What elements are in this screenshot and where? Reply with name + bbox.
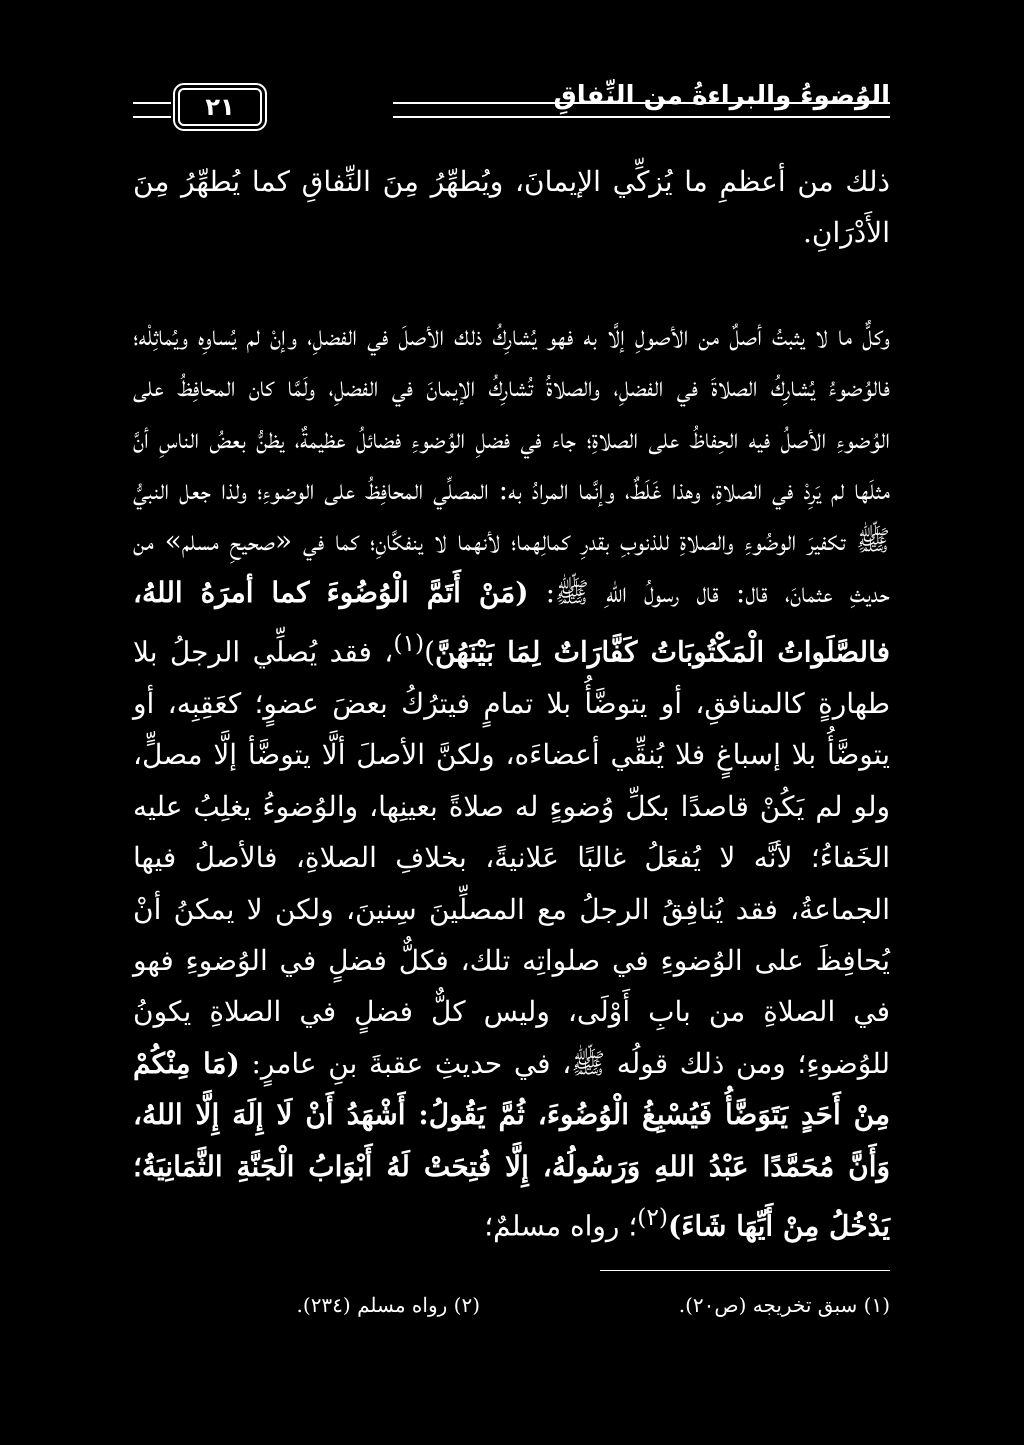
paragraph-text: وكلٌّ ما لا يثبتُ أصلٌ من الأصولِ إلَّا به فهو يُشارِكُ ذلك الأصلَ في الفضلِ، وإنْ لم يُساوِه ويُماثِلْه؛ فالوُضوءُ يُشارِكُ الصلاةَ في الفضلِ، والصلاةُ تُشارِكُ الإيمانَ في الفضلِ، ولَمَّا كان المحافِظُ على الوُضوءِ الأصلُ فيه الحِفاظُ على الصلاةِ؛ جاء في فضلِ الوُضوءِ فضائلُ عظيمةٌ، يظنُّ بعضُ الناسِ أنَّ مثلَها لم يَرِدْ في الصلاةِ، وهذا غَلَطٌ، وإنَّما المرادُ به: المصلِّي المحافِظُ على الوضوءِ؛ ولذا جعل النبيُّ ﷺ تكفيرَ الوضُوءِ والصلاةِ للذنوبِ بقدرِ كمالِهما؛ لأنهما لا ينفكَّانِ؛ كما في «صحيحِ مسلم» من حديثِ عثمانَ، قال: قال رسولُ اللهِ ﷺ: — [133, 318, 890, 609]
footnote-ref: (٢) — [637, 1203, 669, 1232]
paragraph-text: ، فقد يُصلِّي الرجلُ بلا طهارةٍ كالمنافقِ، أو يتوضَّأُ بلا تمامٍ فيترُكُ بعضَ عضوٍ؛ كعَقِبِه، أو يتوضَّأُ بلا إسباغٍ فلا يُنقِّي أعضاءَه، ولكنَّ الأصلَ ألَّا يتوضَّأ إلَّا مصلٍّ، ولو لم يَكُنْ قاصدًا بكلِّ وُضوءٍ له صلاةً بعينِها، والوُضوءُ يغلِبُ عليه الخَفاءُ؛ لأنَّه لا يُفعَلُ غالبًا عَلانيةً، بخلافِ الصلاةِ، فالأصلُ فيها الجماعةُ، فقد يُنافِقُ الرجلُ مع المصلِّينَ سِنينَ، ولكن لا يمكنُ أنْ يُحافِظَ على الوُضوءِ في صلواتِه تلك، فكلٌّ فضلٍ في الوُضوءِ فهو في الصلاةِ من بابِ أَوْلَى، وليس كلٌّ فضلٍ في الصلاةِ يكونُ للوُضوءِ؛ ومن ذلك قولُه ﷺ، في حديثِ عقبةَ بنِ عامرٍ: — [133, 635, 890, 1080]
page-header — [133, 82, 890, 126]
footnote-divider — [600, 1270, 890, 1271]
hadith-quote: (مَا مِنْكُمْ مِنْ أَحَدٍ يَتَوَضَّأُ فَيُسْبِغُ الْوُضُوءَ، ثُمَّ يَقُولُ: أَشْهَدُ أَنْ لَا إِلَهَ إِلَّا اللهُ، وَأَنَّ مُحَمَّدًا عَبْدُ اللهِ وَرَسُولُهُ، إِلَّا فُتِحَتْ لَهُ أَبْوَابُ الْجَنَّةِ الثَّمَانِيَةُ؛ يَدْخُلُ مِنْ أَيِّهَا شَاءَ) — [133, 1046, 890, 1243]
running-title: الوُضوءُ والبراءةُ من النِّفاقِ — [553, 81, 890, 111]
paragraph: ذلك من أعظمِ ما يُزكِّي الإيمانَ، ويُطهِّرُ مِنَ النِّفاقِ كما يُطهِّرُ مِنَ الأَدْرَانِ. — [133, 165, 890, 250]
footnotes — [133, 1285, 890, 1325]
header-rule-right — [393, 102, 890, 118]
closing-text: ؛ رواه مسلمٌ؛ — [484, 1209, 638, 1243]
footnote-2: (٢) رواه مسلم (٢٣٤). — [296, 1293, 480, 1317]
footnote-ref: (١) — [393, 629, 425, 658]
header-rule-left — [133, 102, 171, 118]
hadith-quote: (مَنْ أَتَمَّ الْوُضُوءَ — [326, 575, 529, 609]
paragraph: وكلٌّ ما لا يثبتُ أصلٌ من الأصولِ إلَّا به فهو يُشارِكُ ذلك الأصلَ في الفضلِ، وإنْ لم يُساوِه ويُماثِلْه؛ فالوُضوءُ يُشارِكُ الصلاةَ في الفضلِ، والصلاةُ تُشارِكُ الإيمانَ في الفضلِ، ولَمَّا كان المحافِظُ على الوُضوءِ الأصلُ فيه الحِفاظُ على الصلاةِ؛ جاء في فضلِ الوُضوءِ فضائلُ عظيمةٌ، يظنُّ بعضُ الناسِ أنَّ مثلَها لم يَرِدْ في الصلاةِ، وهذا غَلَطٌ، وإنَّما المرادُ به: المصلِّي المحافِظُ على الوضوءِ؛ ولذا جعل النبيُّ ﷺ تكفيرَ الوضُوءِ والصلاةِ للذنوبِ بقدرِ كمالِهما؛ لأنهما لا ينفكَّانِ؛ كما في «صحيحِ مسلم» من حديثِ عثمانَ، قال: قال رسولُ اللهِ ﷺ: (مَنْ أَتَمَّ الْوُضُوءَ كما أمرَهُ اللهُ، فالصَّلَواتُ الْمَكْتُوبَاتُ كَفَّارَاتٌ لِمَا بَيْنَهُنَّ)$^{(١)}$، فقد يُصلِّي الرجلُ بلا طهارةٍ كالمنافقِ، أو يتوضَّأُ بلا تمامٍ فيترُكُ بعضَ عضوٍ؛ كعَقِبِه، أو يتوضَّأُ بلا إسباغٍ فلا يُنقِّي أعضاءَه، ولكنَّ الأصلَ ألَّا يتوضَّأ إلَّا مصلٍّ، ولو لم يَكُنْ قاصدًا بكلِّ وُضوءٍ له صلاةً بعينِها، والوُضوءُ يغلِبُ عليه الخَفاءُ؛ لأنَّه لا يُفعَلُ غالبًا عَلانيةً، بخلافِ الصلاةِ، فالأصلُ فيها الجماعةُ، فقد يُنافِقُ الرجلُ مع المصلِّينَ سِنينَ، ولكن لا يمكنُ أنْ يُحافِظَ على الوُضوءِ في صلواتِه تلك، فكلٌّ فضلٍ في الوُضوءِ فهو في الصلاةِ من بابِ أَوْلَى، وليس كلٌّ فضلٍ في الصلاةِ يكونُ للوُضوءِ؛ ومن ذلك قولُه ﷺ، في حديثِ عقبةَ بنِ عامرٍ: (مَا مِنْكُمْ مِنْ أَحَدٍ يَتَوَضَّأُ فَيُسْبِغُ الْوُضُوءَ، ثُمَّ يَقُولُ: أَشْهَدُ أَنْ لَا إِلَهَ إِلَّا اللهُ، وَأَنَّ مُحَمَّدًا عَبْدُ اللهِ وَرَسُولُهُ، إِلَّا فُتِحَتْ لَهُ أَبْوَابُ الْجَنَّةِ الثَّمَانِيَةُ؛ يَدْخُلُ مِنْ أَيِّهَا شَاءَ)$^{(٢)}$؛ رواه مسلمٌ؛ — [133, 318, 890, 1243]
body-text — [133, 156, 890, 1252]
hadith-quote-cont: كما أمرَهُ اللهُ، فالصَّلَواتُ الْمَكْتُوبَاتُ كَفَّارَاتٌ لِمَا بَيْنَهُنَّ — [133, 575, 890, 669]
footnote-1: (١) سبق تخريجه (ص٢٠). — [678, 1293, 890, 1317]
page-number: ٢١ — [178, 88, 262, 126]
